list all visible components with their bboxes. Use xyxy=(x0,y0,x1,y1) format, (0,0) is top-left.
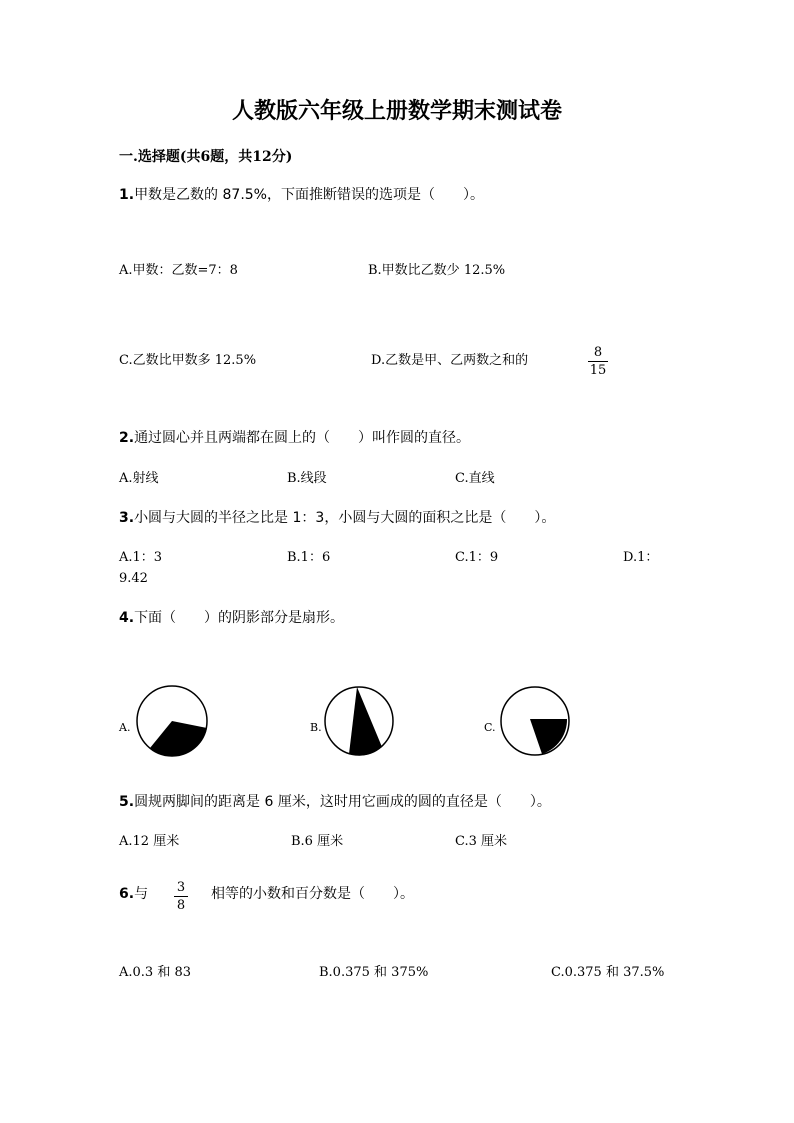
q2-option-a[interactable]: A.射线 xyxy=(119,471,159,486)
question-number: 6. xyxy=(119,886,135,902)
question-number: 2. xyxy=(119,430,135,446)
q4-option-a[interactable]: A. xyxy=(119,721,131,734)
q6-option-b[interactable]: B.0.375 和 375% xyxy=(319,965,429,980)
q1-option-a[interactable]: A.甲数：乙数=7：8 xyxy=(119,263,238,278)
q3-option-a[interactable]: A.1：3 xyxy=(119,550,163,565)
q2-option-c[interactable]: C.直线 xyxy=(455,471,495,486)
shaded-region xyxy=(530,719,567,754)
q4-option-c[interactable]: C. xyxy=(484,721,496,734)
question-6-lead xyxy=(119,887,148,901)
q6-option-a[interactable]: A.0.3 和 83 xyxy=(119,965,192,980)
question-2 xyxy=(119,431,470,445)
question-1 xyxy=(119,188,484,202)
q4-option-b[interactable]: B. xyxy=(310,721,322,734)
q3-option-d-continued: 9.42 xyxy=(119,571,148,586)
question-number: 5. xyxy=(119,794,135,810)
question-6-text: 相等的小数和百分数是（ ）。 xyxy=(211,886,414,902)
q5-option-c[interactable]: C.3 厘米 xyxy=(455,834,508,849)
q1-option-d-fraction xyxy=(588,346,608,377)
q5-option-a[interactable]: A.12 厘米 xyxy=(119,834,180,849)
question-text: 圆规两脚间的距离是 6 厘米，这时用它画成的圆的直径是（ ）。 xyxy=(134,794,551,810)
question-number: 4. xyxy=(119,610,135,626)
q3-option-b[interactable]: B.1：6 xyxy=(287,550,331,565)
question-text-before: 与 xyxy=(134,886,149,902)
fraction-bar xyxy=(588,361,608,362)
fraction-numerator: 3 xyxy=(176,880,186,895)
q1-option-d[interactable]: D.乙数是甲、乙两数之和的 xyxy=(371,353,529,368)
question-text: 小圆与大圆的半径之比是 1：3，小圆与大圆的面积之比是（ ）。 xyxy=(134,510,556,526)
q4-figure-b xyxy=(324,686,394,756)
question-number: 3. xyxy=(119,510,135,526)
question-text: 通过圆心并且两端都在圆上的（ ）叫作圆的直径。 xyxy=(134,430,471,446)
fraction-denominator: 8 xyxy=(176,898,186,913)
shaded-region xyxy=(150,721,207,756)
q4-figure-c xyxy=(500,686,570,756)
question-text: 甲数是乙数的 87.5%，下面推断错误的选项是（ ）。 xyxy=(134,187,484,203)
question-4 xyxy=(119,611,344,625)
q1-option-c[interactable]: C.乙数比甲数多 12.5% xyxy=(119,353,257,368)
q3-option-d[interactable]: D.1： xyxy=(623,550,659,565)
question-number: 1. xyxy=(119,187,135,203)
shaded-region xyxy=(349,687,382,756)
q2-option-b[interactable]: B.线段 xyxy=(287,471,327,486)
page-title: 人教版六年级上册数学期末测试卷 xyxy=(231,98,562,124)
q4-figure-a xyxy=(136,685,208,757)
section-heading: 一.选择题(共6题，共12分) xyxy=(119,149,293,165)
q3-option-c[interactable]: C.1：9 xyxy=(455,550,499,565)
q1-option-b[interactable]: B.甲数比乙数少 12.5% xyxy=(368,263,506,278)
fraction-bar xyxy=(174,896,188,897)
q6-option-c[interactable]: C.0.375 和 37.5% xyxy=(551,965,665,980)
q6-fraction xyxy=(174,881,188,912)
question-5 xyxy=(119,795,551,809)
fraction-numerator: 8 xyxy=(593,345,603,360)
question-text: 下面（ ）的阴影部分是扇形。 xyxy=(134,610,345,626)
q5-option-b[interactable]: B.6 厘米 xyxy=(291,834,344,849)
fraction-denominator: 15 xyxy=(589,363,607,378)
question-3 xyxy=(119,511,555,525)
